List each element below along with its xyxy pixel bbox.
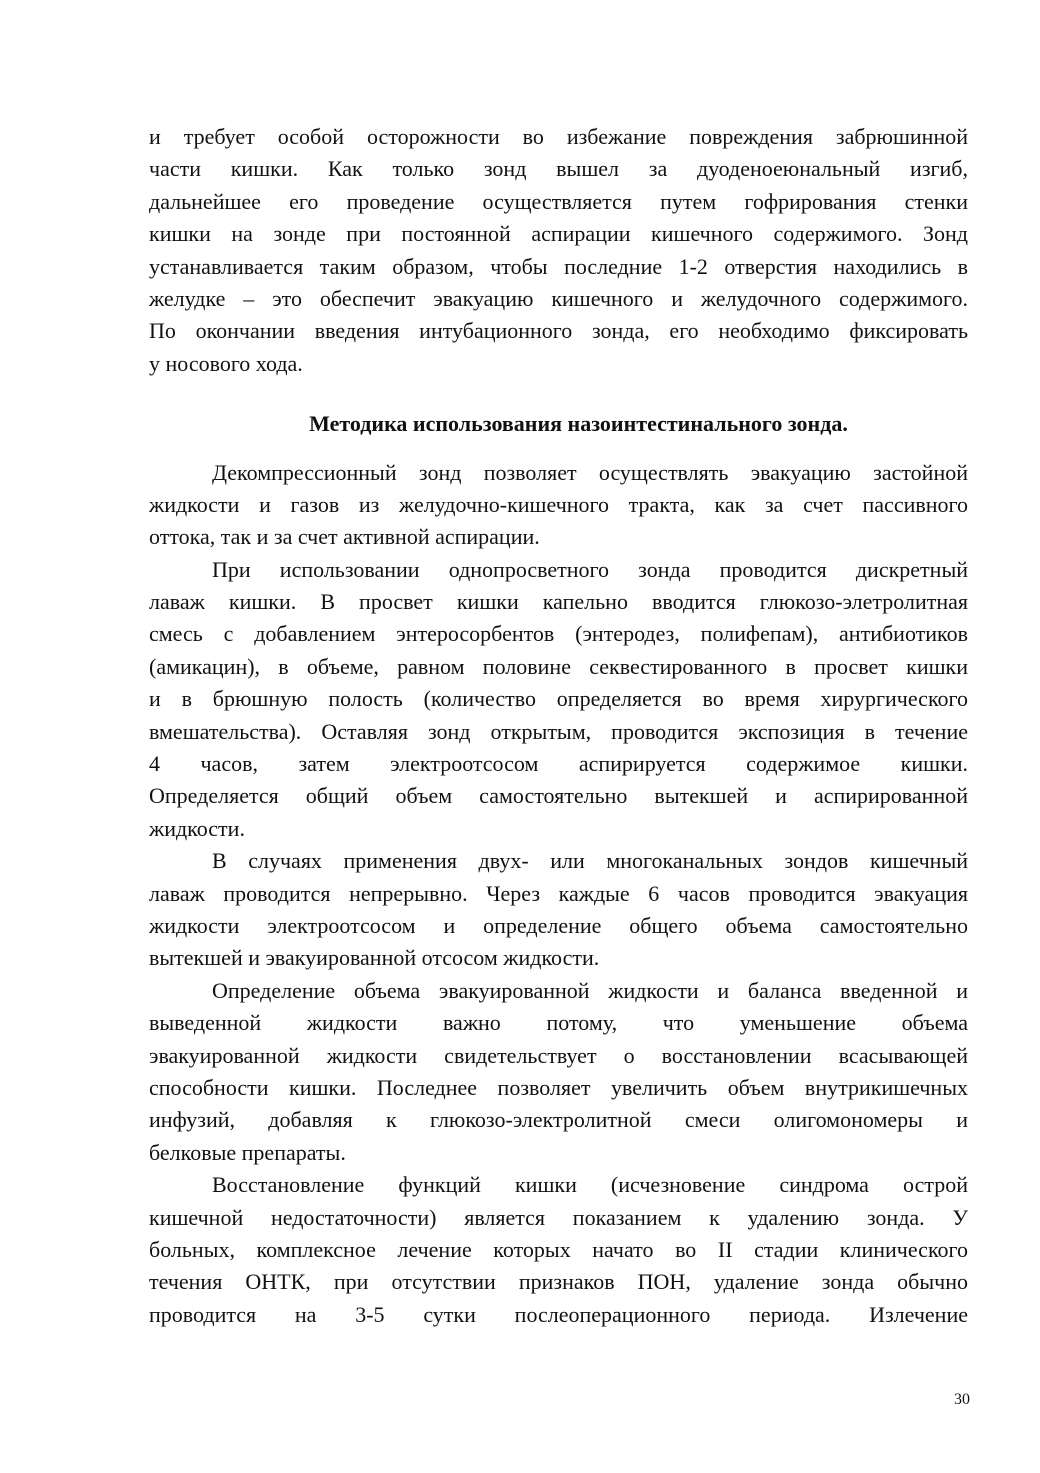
text-line: вытекшей и эвакуированной отсосом жидкости. <box>149 945 600 971</box>
paragraph-1 <box>149 457 968 554</box>
text-line: выведенной жидкости важно потому, что уменьшение объема <box>149 1010 968 1036</box>
text-line: устанавливается таким образом, чтобы последние 1-2 отверстия находились в <box>149 253 968 279</box>
text-line: смесь с добавлением энтеросорбентов (энтеродез, полифепам), антибиотиков <box>149 621 968 647</box>
text-line: эвакуированной жидкости свидетельствует о восстановлении всасывающей <box>149 1042 968 1068</box>
text-line: Восстановление функций кишки (исчезновение синдрома острой <box>212 1172 968 1198</box>
text-line: проводится на 3-5 сутки послеоперационного периода. Излечение <box>149 1301 968 1327</box>
text-line: Определяется общий объем самостоятельно вытекшей и аспирированной <box>149 783 968 809</box>
page-number: 30 <box>954 1391 970 1408</box>
paragraph-4 <box>149 975 968 1169</box>
text-line: и в брюшную полость (количество определяется во время хирургического <box>149 686 968 712</box>
text-line: течения ОНТК, при отсутствии признаков ПОН, удаление зонда обычно <box>149 1269 968 1295</box>
paragraph-2 <box>149 554 968 846</box>
text-line: Декомпрессионный зонд позволяет осуществлять эвакуацию застойной <box>212 459 968 485</box>
text-line: инфузий, добавляя к глюкозо-электролитной смеси олигомономеры и <box>149 1107 968 1133</box>
text-line: белковые препараты. <box>149 1139 346 1165</box>
text-line: В случаях применения двух- или многоканальных зондов кишечный <box>212 848 968 874</box>
text-line: способности кишки. Последнее позволяет увеличить объем внутрикишечных <box>149 1074 968 1100</box>
text-line: больных, комплексное лечение которых начато во II стадии клинического <box>149 1236 968 1262</box>
section-spacer <box>149 380 968 408</box>
text-line: По окончании введения интубационного зонда, его необходимо фиксировать <box>149 318 968 344</box>
text-line: у носового хода. <box>149 350 303 376</box>
text-line: дальнейшее его проведение осуществляется путем гофрирования стенки <box>149 188 968 214</box>
text-line: 4 часов, затем электроотсосом аспирируется содержимое кишки. <box>149 751 968 777</box>
text-line: жидкости. <box>149 815 245 841</box>
text-line: вмешательства). Оставляя зонд открытым, проводится экспозиция в течение <box>149 718 968 744</box>
text-line: желудке – это обеспечит эвакуацию кишечного и желудочного содержимого. <box>149 285 968 311</box>
text-line: и требует особой осторожности во избежание повреждения забрюшинной <box>149 124 968 149</box>
text-line: части кишки. Как только зонд вышел за дуоденоеюнальный изгиб, <box>149 156 968 182</box>
paragraph-5 <box>149 1169 968 1331</box>
section-heading: Методика использования назоинтестинального зонда. <box>309 411 848 437</box>
text-line: Определение объема эвакуированной жидкости и баланса введенной и <box>212 977 968 1003</box>
text-line: кишечной недостаточности) является показанием к удалению зонда. У <box>149 1204 968 1230</box>
document-page <box>149 121 968 1331</box>
text-line: кишки на зонде при постоянной аспирации кишечного содержимого. Зонд <box>149 221 968 247</box>
text-line: лаваж проводится непрерывно. Через каждые 6 часов проводится эвакуация <box>149 880 968 906</box>
text-line: (амикацин), в объеме, равном половине секвестированного в просвет кишки <box>149 653 968 679</box>
text-line: оттока, так и за счет активной аспирации. <box>149 524 540 550</box>
text-line: жидкости и газов из желудочно-кишечного тракта, как за счет пассивного <box>149 491 968 517</box>
text-line: лаваж кишки. В просвет кишки капельно вводится глюкозо-элетролитная <box>149 589 968 615</box>
text-line: жидкости электроотсосом и определение общего объема самостоятельно <box>149 912 968 938</box>
text-line: При использовании однопросветного зонда проводится дискретный <box>212 556 968 582</box>
intro-paragraph <box>149 121 968 380</box>
paragraph-3 <box>149 845 968 975</box>
